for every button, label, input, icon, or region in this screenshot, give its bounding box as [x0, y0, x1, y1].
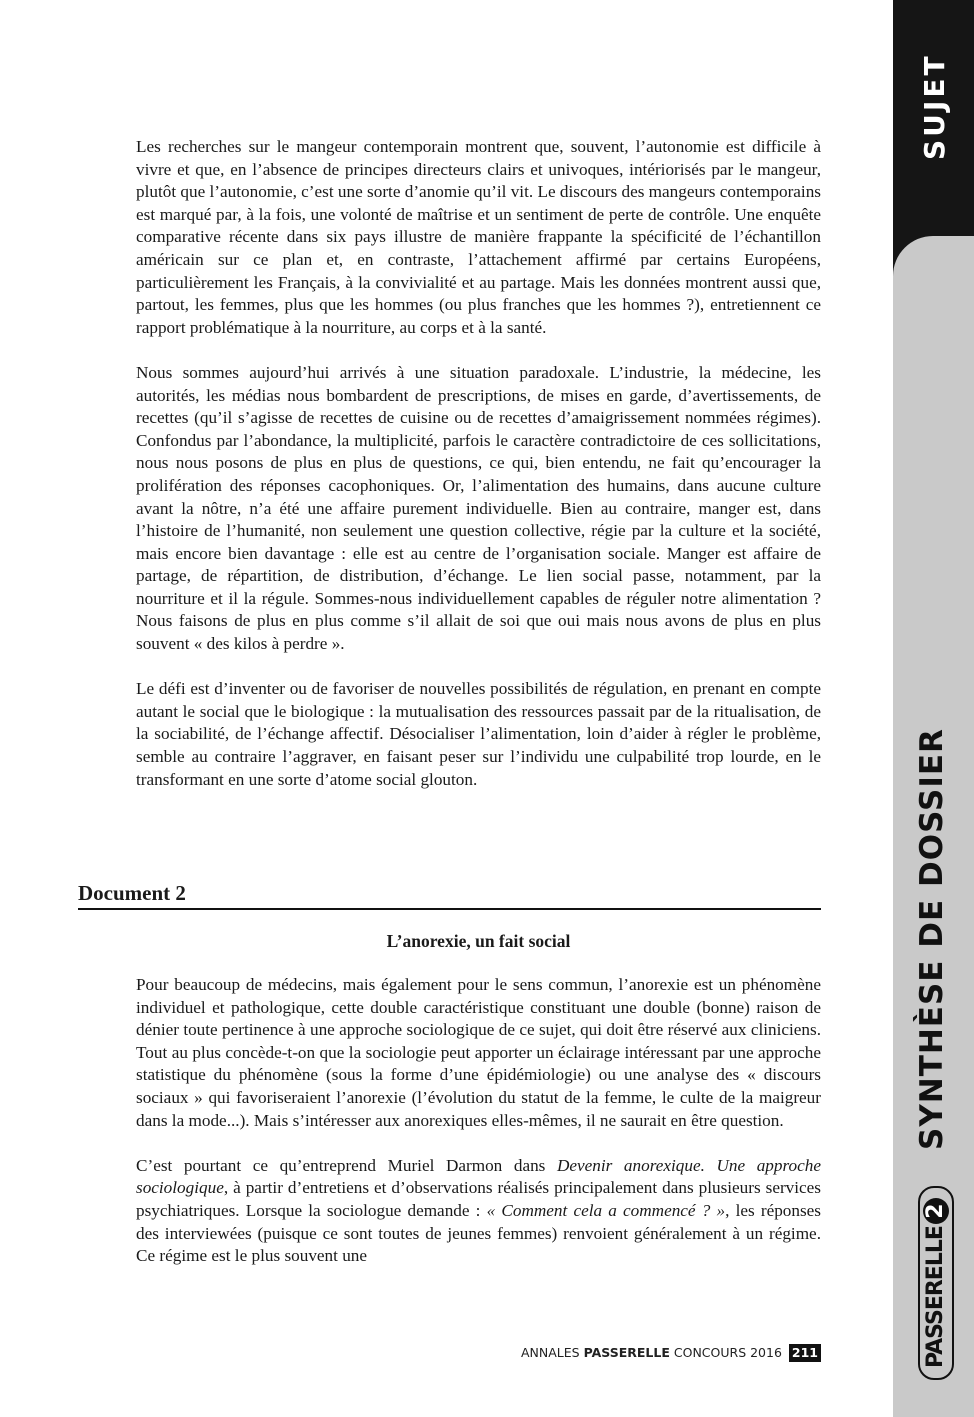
- paragraph: [136, 1155, 821, 1268]
- document-2-body: [136, 974, 821, 1290]
- text-run: C’est pourtant ce qu’entreprend Muriel Darmon dans: [136, 1155, 557, 1175]
- page-number: 211: [789, 1344, 821, 1362]
- page-footer: [510, 1344, 821, 1362]
- logo-number: 2: [923, 1198, 949, 1224]
- footer-brand: PASSERELLE: [583, 1345, 670, 1360]
- paragraph: Le défi est d’inventer ou de favoriser de nouvelles possibilités de régulation, en prenant en compte autant le social que le biologique : la mutualisation des ressources passait par de la ritualisation, de la sociabilité, de l’échange affectif. Désocialiser l’alimentation, loin d’aider à régler le problème, semble au contraire l’aggraver, en faisant peser sur l’individu une culpabilité trop lourde, en le transformant en une sorte d’atome social glouton.: [136, 679, 821, 789]
- section-label: SYNTHÈSE DE DOSSIER: [914, 728, 950, 1150]
- document-heading: Document 2: [78, 880, 821, 910]
- paragraph: Pour beaucoup de médecins, mais également pour le sens commun, l’anorexie est un phénomène individuel et pathologique, cette double caractéristique constituant une double (bonne) raison de dénier toute pertinence à une approche sociologique de ce sujet, qui doit être réservé aux cliniciens. Tout au plus concède-t-on que la sociologie peut apporter un éclairage intéressant par une approche statistique du phénomène (sous la forme d’une épidémiologie) ou une analyse des « discours sociaux » qui favoriseraient l’anorexie (l’évolution du statut de la femme, le culte de la maigreur dans la mode...). Mais s’intéresser aux anorexiques elles-mêmes, il ne saurait en être question.: [136, 975, 821, 1130]
- paragraph: Les recherches sur le mangeur contemporain montrent que, souvent, l’autonomie est difficile à vivre et que, en l’absence de principes directeurs clairs et univoques, intériorisés par le mangeur, plutôt que l’autonomie, c’est une sorte d’anomie qu’il vit. Le discours des mangeurs contemporains est marqué par, à la fois, une volonté de maîtrise et un sentiment de perte de contrôle. Une enquête comparative récente dans six pays illustre de manière frappante la spécificité de l’échantillon américain sur ce plan et, en contraste, l’attachement affirmé par certains Européens, particulièrement les Français, à la convivialité et au partage. Mais les données montrent aussi que, partout, les femmes, plus que les hommes (ou plus franches que les hommes ?), entretiennent ce rapport problématique à la nourriture, au corps et à la santé.: [136, 137, 821, 337]
- document-title: L’anorexie, un fait social: [386, 931, 571, 951]
- book-title: Devenir anorexique. Une approche sociologique: [136, 1155, 821, 1198]
- quote: « Comment cela a commencé ? »: [486, 1200, 726, 1220]
- text-run: , à partir d’entretiens et d’observations réalisés principalement dans plusieurs services psychiatriques. Lorsque la sociologue demande :: [136, 1178, 821, 1220]
- sujet-label: SUJET: [918, 53, 951, 160]
- paragraph: Nous sommes aujourd’hui arrivés à une situation paradoxale. L’industrie, la médecine, les autorités, les médias nous bombardent de prescriptions, de mises en garde, d’avertissements, de recettes (qu’il s’agisse de recettes de cuisine ou de recettes d’amaigrissement nommées régimes). Confondus par l’abondance, la multiplicité, parfois le caractère contradictoire de ces sollicitations, nous nous posons de plus en plus de questions, ce qui, bien entendu, ne fait qu’encourager la prolifération des réponses cacophoniques. Or, l’alimentation des humains, dans aucune culture avant la nôtre, n’a été une affaire purement individuelle. Bien au contraire, manger est, dans l’histoire de l’humanité, non seulement une question collective, régie par la culture et la société, mais encore bien davantage : elle est au centre de l’organisation sociale. Manger est affaire de partage, de répartition, de distribution, d’échange. Le lien social passe, notamment, par la nourriture et il la régule. Sommes-nous individuellement capables de réguler notre alimentation ? Nous faisons de plus en plus comme s’il allait de soi que oui mais nous avons de plus en plus souvent « des kilos à perdre ».: [136, 362, 821, 654]
- document-1-body: [136, 136, 821, 814]
- text-run: , les réponses des interviewées (puisque ce sont toutes de jeunes femmes) renvoient généralement à un régime. Ce régime est le plus souvent une: [136, 1200, 821, 1266]
- footer-prefix: ANNALES: [520, 1345, 580, 1360]
- logo-text: PASSERELLE: [923, 1226, 948, 1368]
- passerelle-logo: [918, 1186, 954, 1380]
- footer-suffix: CONCOURS 2016: [673, 1345, 782, 1360]
